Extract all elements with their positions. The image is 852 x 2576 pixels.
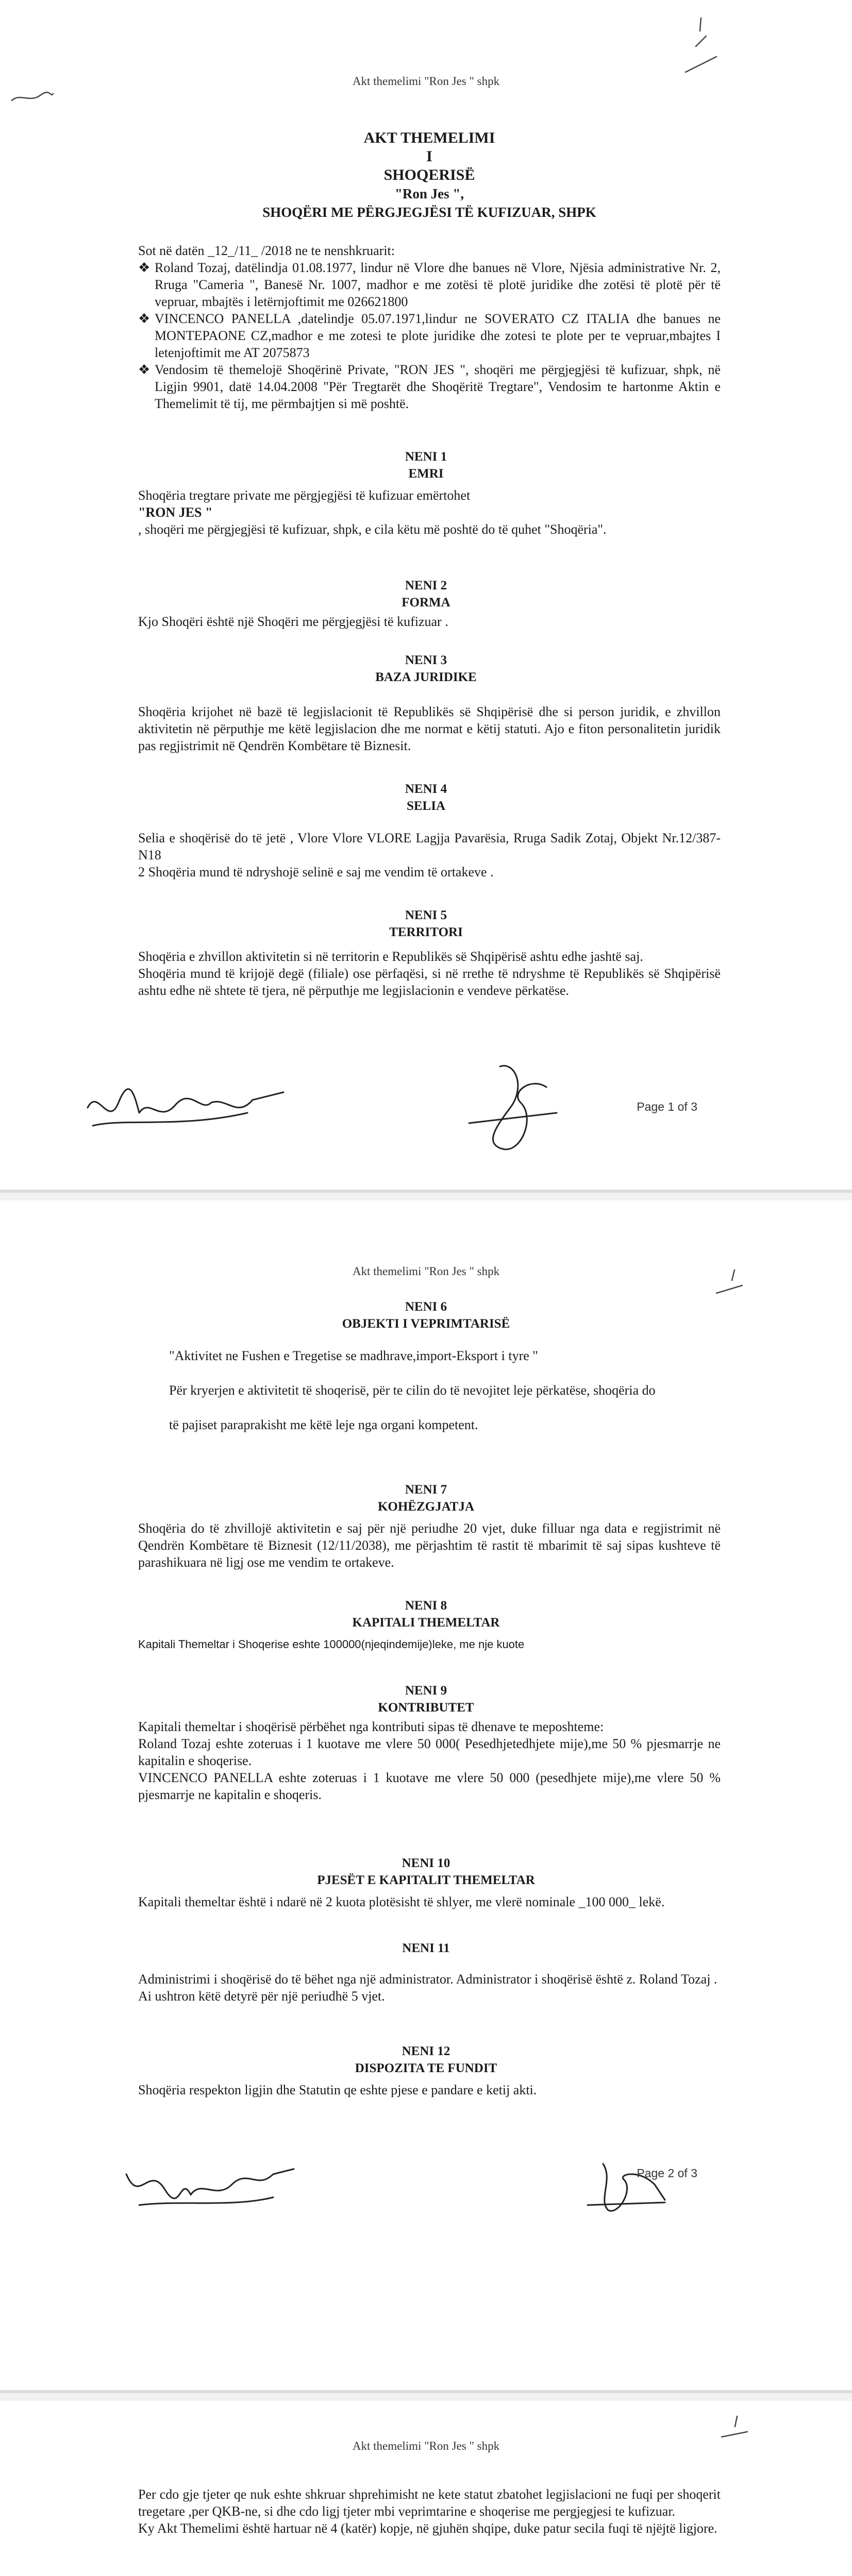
article-number: NENI 12: [402, 2044, 450, 2058]
signature-left: [77, 1077, 294, 1144]
article-name: TERRITORI: [389, 925, 463, 939]
article-heading: [0, 1481, 852, 1515]
article-number: NENI 9: [405, 1684, 447, 1698]
diamond-bullet-icon: ❖: [138, 260, 151, 275]
article-heading: [0, 1597, 852, 1631]
article-body: [138, 1347, 721, 1433]
article-body: [138, 703, 721, 754]
article-body: [138, 1520, 721, 1571]
signature-right: [572, 2154, 675, 2221]
article-text: VINCENCO PANELLA eshte zoteruas i 1 kuotave me vlere 50 000 (pesedhjete mije),me vlere 50 % pjesmarrje ne kapitalin e shoqeris.: [138, 1770, 721, 1802]
article-text: Selia e shoqërisë do të jetë , Vlore Vlore VLORE Lagjja Pavarësia, Rruga Sadik Zotaj, Objekt Nr.12/387-N18: [138, 831, 721, 862]
article-text: të pajiset paraprakisht me këtë leje nga organi kompetent.: [169, 1417, 478, 1432]
article-name: KAPITALI THEMELTAR: [352, 1616, 500, 1630]
closing-text: Per cdo gje tjeter qe nuk eshte shkruar shprehimisht ne kete statut zbatohet legjislacioni ne fuqi per shoqerit tregetare ,per QKB-ne, si dhe cdo ligj tjeter mbi veprimtarine e shoqerise me pergjegjesi te kufizuar.: [138, 2487, 721, 2519]
document-page-1: [0, 0, 852, 1193]
founder-item: [138, 310, 721, 361]
article-name: SELIA: [406, 799, 446, 813]
article-text: Kapitali themeltar është i ndarë në 2 kuota plotësisht të shlyer, me vlerë nominale _100 000_ lekë.: [138, 1894, 665, 1909]
article-heading: [0, 1682, 852, 1716]
founder-text: Roland Tozaj, datëlindja 01.08.1977, lindur në Vlore dhe banues në Vlore, Njësia administrative Nr. 2, Rruga "Cameria ", Banesë Nr. 1007, madhor e me zotësi të plotë juridike dhe zotësi të plotë për të vepruar, mbajtës i letërnjoftimit me 026621800: [155, 260, 721, 309]
article-name: KOHËZGJATJA: [377, 1500, 475, 1514]
article-number: NENI 8: [405, 1599, 447, 1613]
article-body: [138, 829, 721, 880]
company-name: "Ron Jes ",: [394, 186, 464, 201]
article-text: "Aktivitet ne Fushen e Tregetise se madhrave,import-Eksport i tyre ": [169, 1348, 538, 1363]
founder-text: VINCENCO PANELLA ,datelindje 05.07.1971,lindur ne SOVERATO CZ ITALIA dhe banues ne MONTEPAONE CZ,madhor e me zotesi te plote juridike dhe zotesi te plote per te vepruar,mbajtes I letenjoftimit me AT 2075873: [155, 311, 721, 360]
document-header: Akt themelimi "Ron Jes " shpk: [352, 1265, 500, 1278]
article-body: [138, 1893, 721, 1910]
article-heading: [0, 1298, 852, 1332]
article-number: NENI 4: [405, 782, 447, 796]
article-name: OBJEKTI I VEPRIMTARISË: [342, 1317, 510, 1331]
article-body: [138, 487, 721, 538]
page-number: Page 1 of 3: [637, 1100, 697, 1113]
article-text: Shoqëria do të zhvillojë aktivitetin e saj për një periudhe 20 vjet, duke filluar nga data e regjistrimit në Qendrën Kombëtare të Biznesit (12/11/2038), me përjashtim të rastit të mbarimit të saj sipas kushteve të parashikuara në ligj ose me vendim te ortakeve.: [138, 1521, 721, 1570]
article-body: [138, 1718, 721, 1803]
article-name: KONTRIBUTET: [378, 1701, 474, 1715]
article-text: "RON JES ": [138, 505, 213, 520]
handwritten-mark: [680, 15, 722, 77]
article-heading: [0, 448, 852, 482]
article-text: Kapitali themeltar i shoqërisë përbëhet nga kontributi sipas të dhenave te meposhteme:: [138, 1719, 604, 1734]
article-text: Shoqëria mund të krijojë degë (filiale) ose përfaqësi, si në rrethe të ndryshme të Republikës së Shqipërisë ashtu edhe në shtete të tjera, në përputhje me legjislacionin e vendeve përkatëse.: [138, 966, 721, 998]
article-text: Administrimi i shoqërisë do të bëhet nga një administrator. Administrator i shoqërisë është z. Roland Tozaj .: [138, 1972, 717, 1987]
article-name: DISPOZITA TE FUNDIT: [355, 2061, 497, 2075]
handwritten-mark: [9, 88, 56, 108]
document-header: Akt themelimi "Ron Jes " shpk: [352, 75, 500, 88]
document-title: [138, 129, 721, 222]
article-number: NENI 5: [405, 908, 447, 922]
closing-text: Ky Akt Themelimi është hartuar në 4 (katër) kopje, në gjuhën shqipe, duke patur secila fuqi të njëjtë ligjore.: [138, 2521, 717, 2536]
article-heading: [0, 2043, 852, 2077]
article-text: Shoqëria tregtare private me përgjegjësi të kufizuar emërtohet: [138, 488, 471, 503]
document-header: Akt themelimi "Ron Jes " shpk: [352, 2439, 500, 2452]
article-number: NENI 10: [402, 1856, 450, 1870]
article-number: NENI 11: [402, 1941, 450, 1955]
article-heading: [0, 1940, 852, 1957]
article-text: Ai ushtron këtë detyrë për një periudhë 5 vjet.: [138, 1989, 385, 2004]
article-body: [138, 1636, 721, 1653]
article-body: [138, 948, 721, 999]
handwritten-mark: [716, 2411, 753, 2442]
article-name: BAZA JURIDIKE: [375, 670, 477, 684]
intro-text: Sot në datën _12_/11_ /2018 ne te nenshkruarit:: [138, 243, 395, 258]
title-text: AKT THEMELIMI: [363, 129, 495, 146]
article-text: Kapitali Themeltar i Shoqerise eshte 100000(njeqindemije)leke, me nje kuote: [138, 1638, 525, 1651]
article-body: [138, 613, 721, 630]
article-text: , shoqëri me përgjegjësi të kufizuar, shpk, e cila këtu më poshtë do të quhet "Shoqëria".: [138, 522, 607, 537]
company-type: SHOQËRI ME PËRGJEGJËSI TË KUFIZUAR, SHPK: [262, 205, 596, 220]
article-heading: [0, 577, 852, 611]
article-body: [138, 2081, 721, 2098]
article-number: NENI 7: [405, 1483, 447, 1497]
signature-left: [119, 2154, 304, 2221]
diamond-bullet-icon: ❖: [138, 362, 151, 377]
diamond-bullet-icon: ❖: [138, 311, 151, 326]
document-page-3: [0, 2401, 852, 2576]
founder-text: Vendosim të themelojë Shoqërinë Private, "RON JES ", shoqëri me përgjegjësi të kufizuar, shpk, në Ligjin 9901, datë 14.04.2008 "Për Tregtarët dhe Shoqëritë Tregtare", Vendosim te hartonme Aktin e Themelimit të tij, me përmbajtjen si më poshtë.: [155, 362, 721, 411]
article-number: NENI 2: [405, 579, 447, 592]
founder-item: [138, 361, 721, 412]
closing-paragraph: [138, 2486, 721, 2537]
article-heading: [0, 652, 852, 686]
article-text: Për kryerjen e aktivitetit të shoqerisë, për te cilin do të nevojitet leje përkatëse, shoqëria do: [169, 1383, 656, 1398]
title-roman: I: [426, 148, 432, 165]
founder-item: [138, 259, 721, 310]
page-edge: [0, 1190, 852, 1193]
page-number: Page 2 of 3: [637, 2166, 697, 2180]
article-heading: [0, 907, 852, 941]
article-number: NENI 1: [405, 450, 447, 464]
document-page-2: [0, 1200, 852, 2393]
article-text: Shoqëria e zhvillon aktivitetin si në territorin e Republikës së Shqipërisë ashtu edhe jashtë saj.: [138, 949, 643, 964]
page-edge: [0, 2390, 852, 2393]
article-text: Roland Tozaj eshte zoteruas i 1 kuotave me vlere 50 000( Pesedhjetedhjete mije),me 50 % pjesmarrje ne kapitalin e shoqerise.: [138, 1736, 721, 1768]
intro-paragraph: [138, 242, 721, 412]
article-text: Shoqëria respekton ligjin dhe Statutin qe eshte pjese e pandare e ketij akti.: [138, 2082, 537, 2097]
article-text: Shoqëria krijohet në bazë të legjislacionit të Republikës së Shqipërisë dhe si person juridik, e zhvillon aktivitetin në përputhje me këtë legjislacion dhe me normat e këtij statuti. Ajo e fiton personalitetin juridik pas regjistrimit në Qendrën Kombëtare të Biznesit.: [138, 704, 721, 753]
article-text: Kjo Shoqëri është një Shoqëri me përgjegjësi të kufizuar .: [138, 614, 448, 629]
article-heading: [0, 781, 852, 815]
article-body: [138, 1971, 721, 2005]
article-name: FORMA: [402, 596, 450, 609]
article-text: 2 Shoqëria mund të ndryshojë selinë e saj me vendim të ortakeve .: [138, 865, 494, 879]
article-number: NENI 3: [405, 653, 447, 667]
article-name: PJESËT E KAPITALIT THEMELTAR: [317, 1873, 535, 1887]
signature-right: [454, 1056, 577, 1159]
article-heading: [0, 1855, 852, 1889]
company-title: SHOQERISË: [383, 166, 475, 183]
article-number: NENI 6: [405, 1300, 447, 1314]
article-name: EMRI: [408, 467, 444, 481]
